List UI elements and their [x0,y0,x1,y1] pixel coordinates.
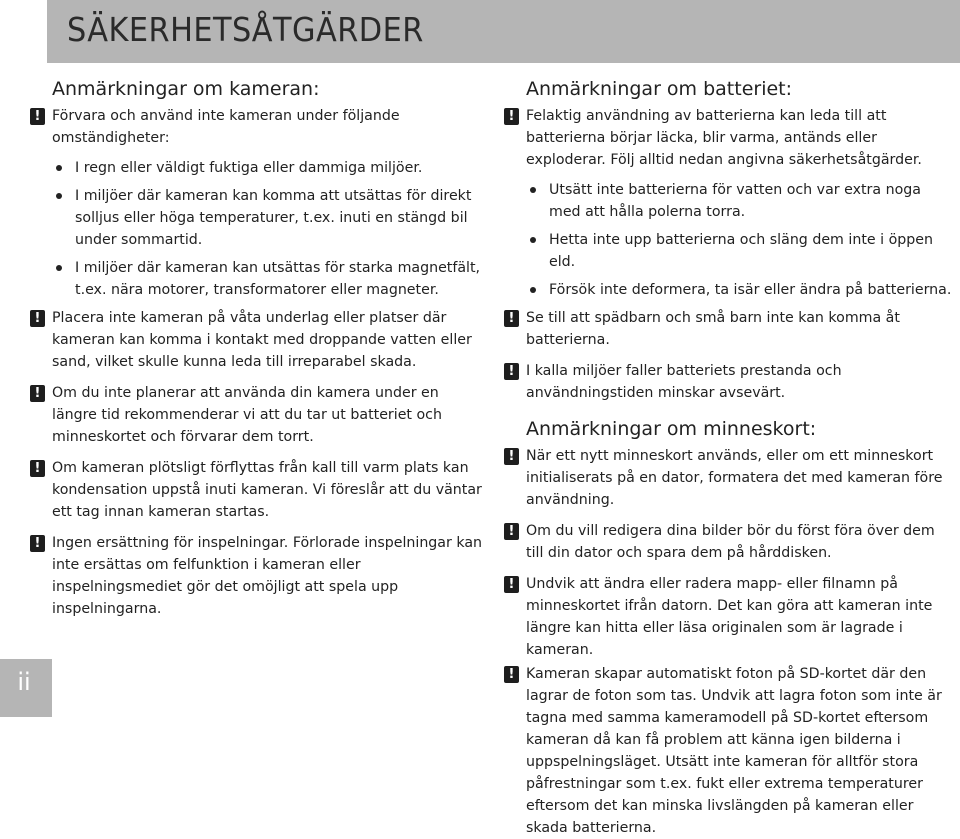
left-column [30,78,485,620]
camera-intro-note [30,105,485,301]
battery-precautions-list [526,179,956,301]
camera-note-text: Om kameran plötsligt förflyttas från kall till varm plats kan kondensation uppstå inuti kameran. Vi föreslår att du väntar ett tag innan kameran startas. [52,460,482,520]
battery-note [504,307,956,351]
battery-note [504,360,956,404]
memory-card-note [504,663,956,839]
list-item: Hetta inte upp batterierna och släng dem inte i öppen eld. [526,229,956,273]
warning-icon: ! [504,108,519,125]
camera-note [30,307,485,373]
memory-card-note [504,573,956,661]
warning-icon: ! [30,535,45,552]
page-title: SÄKERHETSÅTGÄRDER [67,10,424,49]
battery-intro-text: Felaktig användning av batterierna kan leda till att batterierna börjar läcka, blir varma, antänds eller exploderar. Följ alltid nedan angivna säkerhetsåtgärder. [526,108,922,168]
warning-icon: ! [504,448,519,465]
memory-card-note-text: Undvik att ändra eller radera mapp- eller filnamn på minneskortet ifrån datorn. Det kan göra att kameran inte längre kan hitta eller läsa originalen som är lagrade i kameran. [526,576,933,658]
camera-conditions-list [52,157,485,301]
memory-card-note-text: Kameran skapar automatiskt foton på SD-kortet där den lagrar de foton som tas. Undvik att lagra foton som inte är tagna med samma kameramodell på SD-kortet eftersom kameran då kan få problem att känna igen bilderna i uppspelningsläget. Utsätt inte kameran för alltför stora påfrestningar som t.ex. fukt eller extrema temperaturer eftersom det kan minska livslängden på kameran eller skada batterierna. [526,666,942,836]
memory-card-note-text: När ett nytt minneskort används, eller om ett minneskort initialiserats på en dator, formatera det med kameran före användning. [526,448,943,508]
battery-note-text: I kalla miljöer faller batteriets prestanda och användningstiden minskar avsevärt. [526,363,842,401]
memory-card-note-text: Om du vill redigera dina bilder bör du först föra över dem till din dator och spara dem på hårddisken. [526,523,935,561]
camera-note [30,457,485,523]
battery-notes-heading: Anmärkningar om batteriet: [526,78,793,100]
camera-note-text: Placera inte kameran på våta underlag eller platser där kameran kan komma i kontakt med droppande vatten eller sand, vilket skulle kunna leda till irreparabel skada. [52,310,472,370]
warning-icon: ! [504,363,519,380]
list-item: I miljöer där kameran kan komma att utsättas för direkt solljus eller höga temperaturer, t.ex. inuti en stängd bil under sommartid. [52,185,485,251]
page-number: ii [17,668,31,696]
memory-card-note [504,445,956,511]
camera-notes-heading: Anmärkningar om kameran: [52,78,320,100]
warning-icon: ! [30,460,45,477]
warning-icon: ! [504,576,519,593]
camera-note [30,532,485,620]
warning-icon: ! [30,108,45,125]
memory-card-notes-heading: Anmärkningar om minneskort: [526,418,817,440]
camera-note-text: Ingen ersättning för inspelningar. Förlorade inspelningar kan inte ersättas om felfunktion i kameran eller inspelningsmediet gör det omöjligt att spela upp inspelningarna. [52,535,483,617]
list-item: Försök inte deformera, ta isär eller ändra på batterierna. [526,279,956,301]
camera-note-text: Om du inte planerar att använda din kamera under en längre tid rekommenderar vi att du tar ut batteriet och minneskortet och förvarar dem torrt. [52,385,442,445]
right-column [504,78,956,839]
memory-card-note [504,520,956,564]
battery-intro-note [504,105,956,301]
warning-icon: ! [30,310,45,327]
list-item: Utsätt inte batterierna för vatten och var extra noga med att hålla polerna torra. [526,179,956,223]
list-item: I miljöer där kameran kan utsättas för starka magnetfält, t.ex. nära motorer, transformatorer eller magneter. [52,257,485,301]
warning-icon: ! [504,310,519,327]
battery-note-text: Se till att spädbarn och små barn inte kan komma åt batterierna. [526,310,900,348]
camera-intro-text: Förvara och använd inte kameran under följande omständigheter: [52,108,400,146]
warning-icon: ! [504,666,519,683]
warning-icon: ! [30,385,45,402]
camera-note [30,382,485,448]
list-item: I regn eller väldigt fuktiga eller dammiga miljöer. [52,157,485,179]
warning-icon: ! [504,523,519,540]
